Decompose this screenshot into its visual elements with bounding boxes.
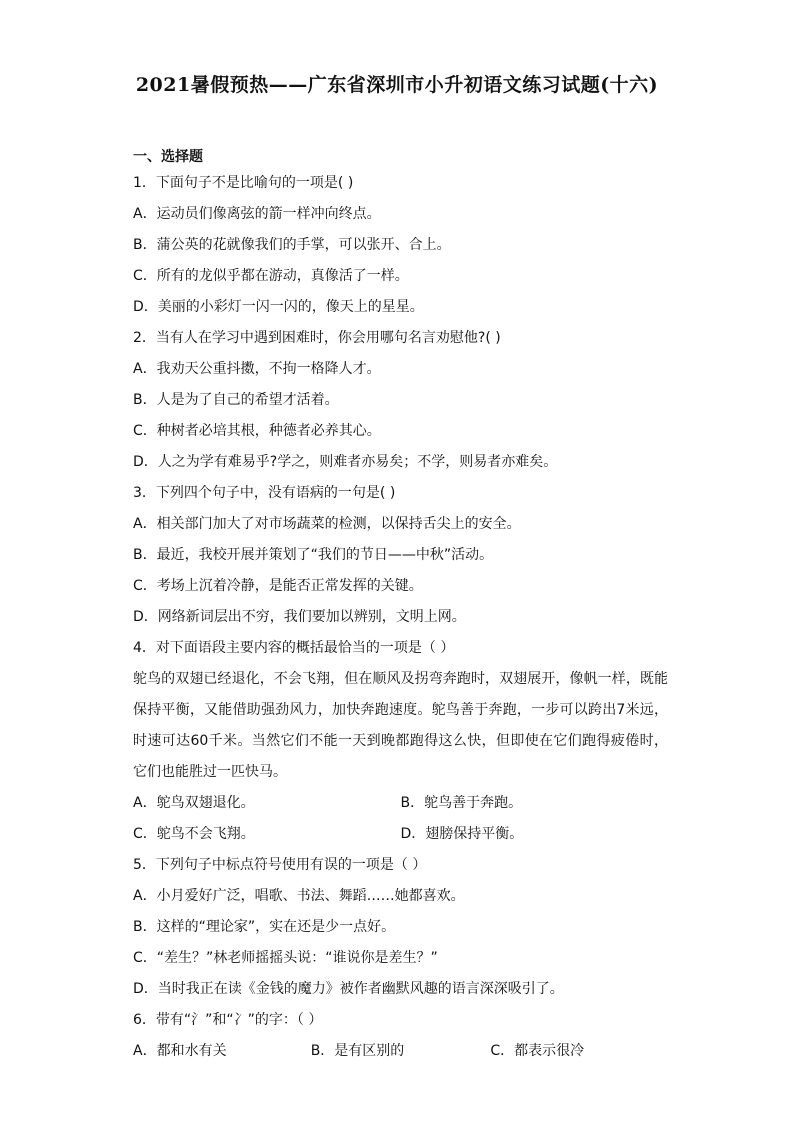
question-6-stem: 6．带有“氵”和“冫”的字：（ ） <box>133 1012 323 1028</box>
question-3-option-b: B．最近，我校开展并策划了“我们的节日——中秋”活动。 <box>133 547 494 563</box>
question-4-option-c: C．鸵鸟不会飞翔。 <box>133 826 255 842</box>
question-2-option-c: C．种树者必培其根，种德者必养其心。 <box>133 423 381 439</box>
question-6-options-row <box>133 1036 668 1067</box>
question-1-option-d: D．美丽的小彩灯一闪一闪的，像天上的星星。 <box>133 299 424 315</box>
question-1-stem: 1．下面句子不是比喻句的一项是( ) <box>133 175 354 191</box>
question-2-stem: 2．当有人在学习中遇到困难时，你会用哪句名言劝慰他?( ) <box>133 330 501 346</box>
question-4-option-a: A．鸵鸟双翅退化。 <box>133 795 255 811</box>
question-3-option-a: A．相关部门加大了对市场蔬菜的检测，以保持舌尖上的安全。 <box>133 516 521 532</box>
question-3-option-c: C．考场上沉着冷静，是能否正常发挥的关键。 <box>133 578 423 594</box>
question-1-option-b: B．蒲公英的花就像我们的手掌，可以张开、合上。 <box>133 237 451 253</box>
question-2-option-d: D．人之为学有难易乎?学之，则难者亦易矣；不学，则易者亦难矣。 <box>133 454 558 470</box>
question-5-option-c: C．“差生？”林老师摇摇头说：“谁说你是差生？” <box>133 950 438 966</box>
question-5-stem: 5．下列句子中标点符号使用有误的一项是（ ） <box>133 857 427 873</box>
question-2-option-b: B．人是为了自己的希望才活着。 <box>133 392 339 408</box>
question-list <box>133 168 668 1067</box>
question-2-option-a: A．我劝天公重抖擞，不拘一格降人才。 <box>133 361 381 377</box>
section-heading: 一、选择题 <box>133 149 203 165</box>
question-3-stem: 3．下列四个句子中，没有语病的一句是( ) <box>133 485 396 501</box>
question-4-options-row-2 <box>133 819 668 850</box>
question-4-option-b: B．鸵鸟善于奔跑。 <box>400 795 523 811</box>
question-4-option-d: D．翅膀保持平衡。 <box>400 826 524 842</box>
question-4-options-row-1 <box>133 788 668 819</box>
question-5-option-a: A．小月爱好广泛，唱歌、书法、舞蹈……她都喜欢。 <box>133 888 465 904</box>
question-3-option-d: D．网络新词层出不穷，我们要加以辨别，文明上网。 <box>133 609 466 625</box>
question-1-option-c: C．所有的龙似乎都在游动，真像活了一样。 <box>133 268 409 284</box>
question-5-option-b: B．这样的“理论家”，实在还是少一点好。 <box>133 919 396 935</box>
question-5-option-d: D．当时我正在读《金钱的魔力》被作者幽默风趣的语言深深吸引了。 <box>133 981 564 997</box>
question-4-stem: 4．对下面语段主要内容的概括最恰当的一项是（ ） <box>133 640 455 656</box>
page-title: 2021暑假预热——广东省深圳市小升初语文练习试题(十六) <box>135 74 659 96</box>
question-6-option-a: A．都和水有关 <box>133 1043 227 1059</box>
question-4-passage: 鸵鸟的双翅已经退化，不会飞翔，但在顺风及拐弯奔跑时，双翅展开，像帆一样，既能保持平衡，又能借助强劲风力，加快奔跑速度。鸵鸟善于奔跑，一步可以跨出7米远，时速可达60千米。当然它们不能一天到晚都跑得这么快，但即使在它们跑得疲倦时，它们也能胜过一匹快马。 <box>133 671 668 780</box>
question-6-option-c: C．都表示很冷 <box>490 1043 585 1059</box>
question-1-option-a: A．运动员们像离弦的箭一样冲向终点。 <box>133 206 381 222</box>
question-6-option-b: B．是有区别的 <box>310 1043 405 1059</box>
